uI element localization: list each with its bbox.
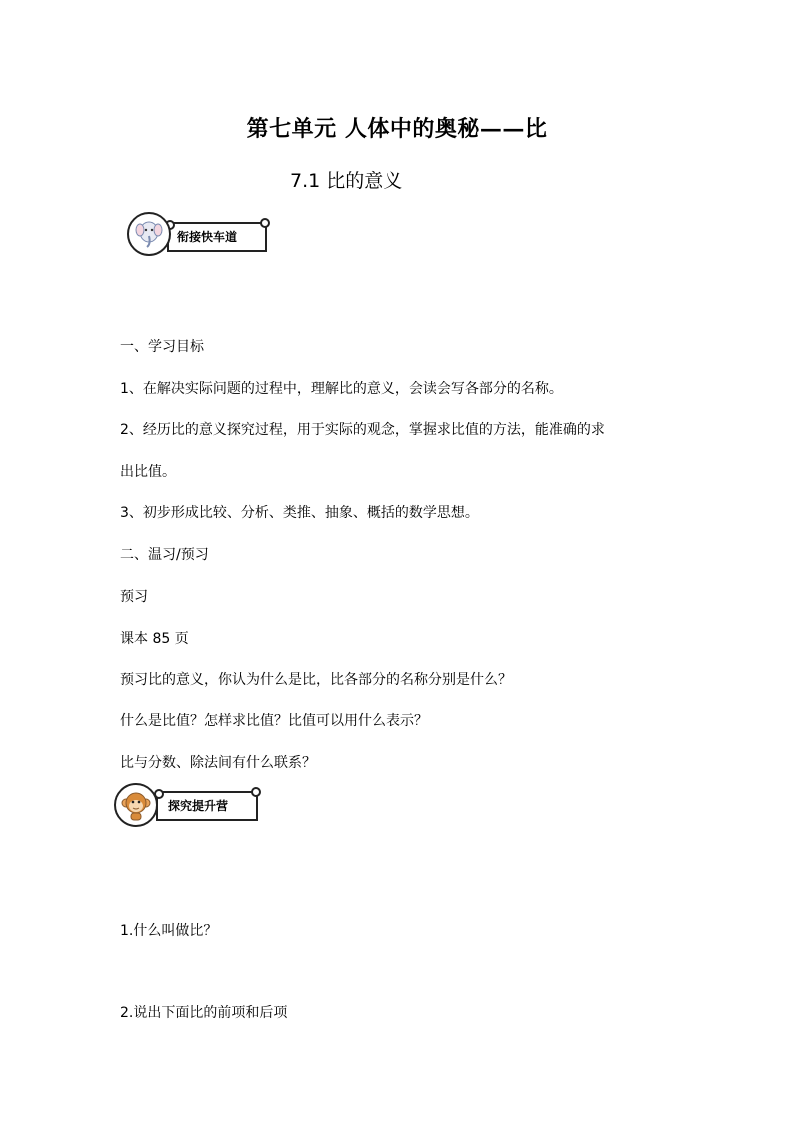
badge-label: 衔接快车道	[177, 230, 238, 244]
textbook-reference: 课本 85 页	[120, 631, 189, 647]
section-badge-bridge	[127, 210, 272, 258]
monkey-mascot-icon	[114, 783, 158, 827]
goal-item-3: 3、初步形成比较、分析、类推、抽象、概括的数学思想。	[120, 505, 479, 521]
elephant-mascot-icon	[127, 212, 171, 256]
preview-question-1: 预习比的意义，你认为什么是比，比各部分的名称分别是什么？	[120, 672, 512, 688]
goal-item-1: 1、在解决实际问题的过程中，理解比的意义，会读会写各部分的名称。	[120, 381, 563, 397]
explore-question-2: 2.说出下面比的前项和后项	[120, 1005, 288, 1021]
goal-item-2-line-1: 2、经历比的意义探究过程，用于实际的观念，掌握求比值的方法，能准确的求	[120, 422, 605, 438]
preview-question-2: 什么是比值？怎样求比值？比值可以用什么表示？	[120, 713, 428, 729]
section-heading-goals: 一、学习目标	[120, 339, 204, 355]
preview-question-3: 比与分数、除法间有什么联系？	[120, 755, 316, 771]
document-subtitle: 7.1 比的意义	[290, 170, 403, 192]
section-badge-explore	[114, 781, 264, 829]
goal-item-2-line-2: 出比值。	[120, 464, 176, 480]
section-heading-review: 二、温习/预习	[120, 547, 209, 563]
preview-label: 预习	[120, 589, 148, 605]
document-title: 第七单元 人体中的奥秘——比	[246, 116, 548, 142]
badge-label: 探究提升营	[168, 799, 229, 813]
explore-question-1: 1.什么叫做比？	[120, 923, 218, 939]
